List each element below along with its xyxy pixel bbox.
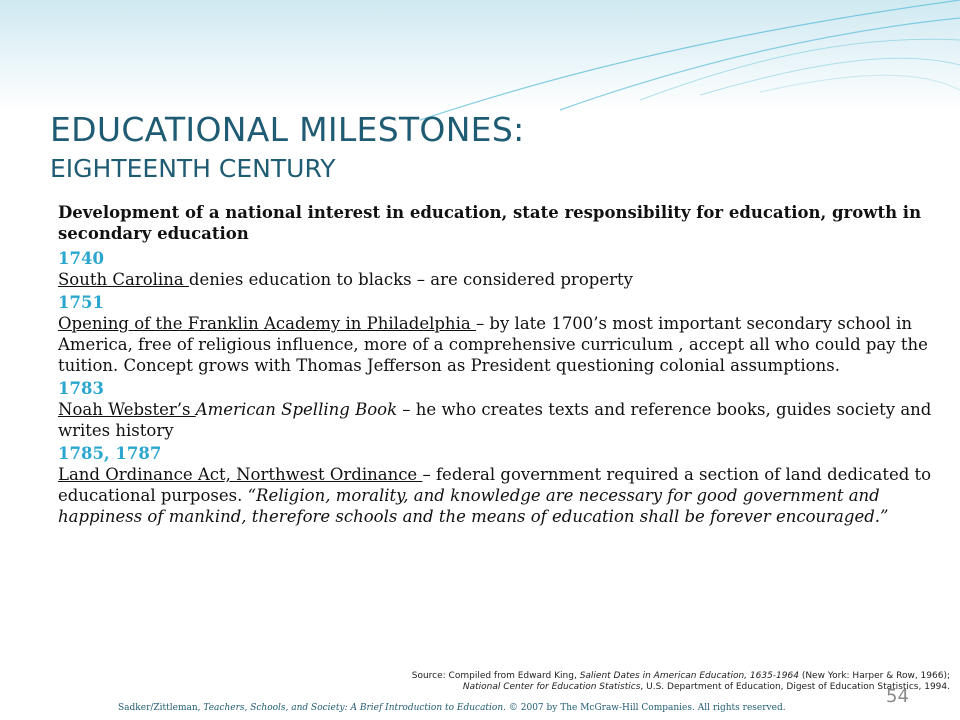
- milestone-description: – by late 1700’s most important secondary school in America, free of religious influence, more of a comprehensive curriculum , accept all who could pay the tuition. Concept grows with Thomas Jefferson as President questioning colonial assumptions.: [58, 314, 928, 375]
- source-middle: (New York: Harper & Row, 1966);: [798, 671, 950, 681]
- source-citation: [380, 671, 950, 693]
- source-prefix: Source: Compiled from Edward King,: [411, 671, 580, 681]
- milestone-description: denies education to blacks – are considered property: [188, 270, 633, 289]
- slide-subtitle: EIGHTEENTH CENTURY: [50, 154, 336, 183]
- page-number: 54: [886, 686, 909, 707]
- milestone-year: 1785, 1787: [58, 444, 162, 463]
- milestone-text: [58, 464, 938, 527]
- intro-text: Development of a national interest in education, state responsibility for education, growth in secondary education: [58, 203, 922, 243]
- milestone-year: 1740: [58, 249, 104, 268]
- milestone-link: Noah Webster’s: [58, 400, 196, 419]
- milestone-quote: “Religion, morality, and knowledge are necessary for good government and happiness of mankind, therefore schools and the means of education shall be forever encouraged.”: [58, 486, 889, 526]
- milestone-description: – federal government required a section of land dedicated to educational purposes.: [58, 465, 932, 505]
- milestone-link: South Carolina: [58, 270, 189, 289]
- milestone-link: Opening of the Franklin Academy in Philadelphia: [58, 314, 476, 333]
- milestone-text: [58, 313, 938, 376]
- milestone-year: 1783: [58, 379, 104, 398]
- footer-book: Teachers, Schools, and Society: A Brief Introduction to Education: [203, 703, 504, 713]
- milestone-year: 1751: [58, 293, 104, 312]
- slide-content: [58, 202, 938, 527]
- milestone-text: [58, 399, 938, 441]
- copyright-footer: [118, 703, 786, 713]
- source-org: National Center for Education Statistics: [462, 682, 641, 692]
- footer-rights: . © 2007 by The McGraw-Hill Companies. All rights reserved.: [503, 703, 786, 713]
- milestone-link: Land Ordinance Act, Northwest Ordinance: [58, 465, 423, 484]
- footer-authors: Sadker/Zittleman,: [118, 703, 204, 713]
- milestone-text: [58, 269, 938, 290]
- source-book: Salient Dates in American Education, 1635-1964: [579, 671, 799, 681]
- source-suffix: , U.S. Department of Education, Digest of Education Statistics, 1994.: [640, 682, 950, 692]
- book-title: American Spelling Book: [195, 400, 398, 419]
- slide-title: EDUCATIONAL MILESTONES:: [50, 110, 525, 149]
- milestone-description: – he who creates texts and reference books, guides society and writes history: [58, 400, 932, 440]
